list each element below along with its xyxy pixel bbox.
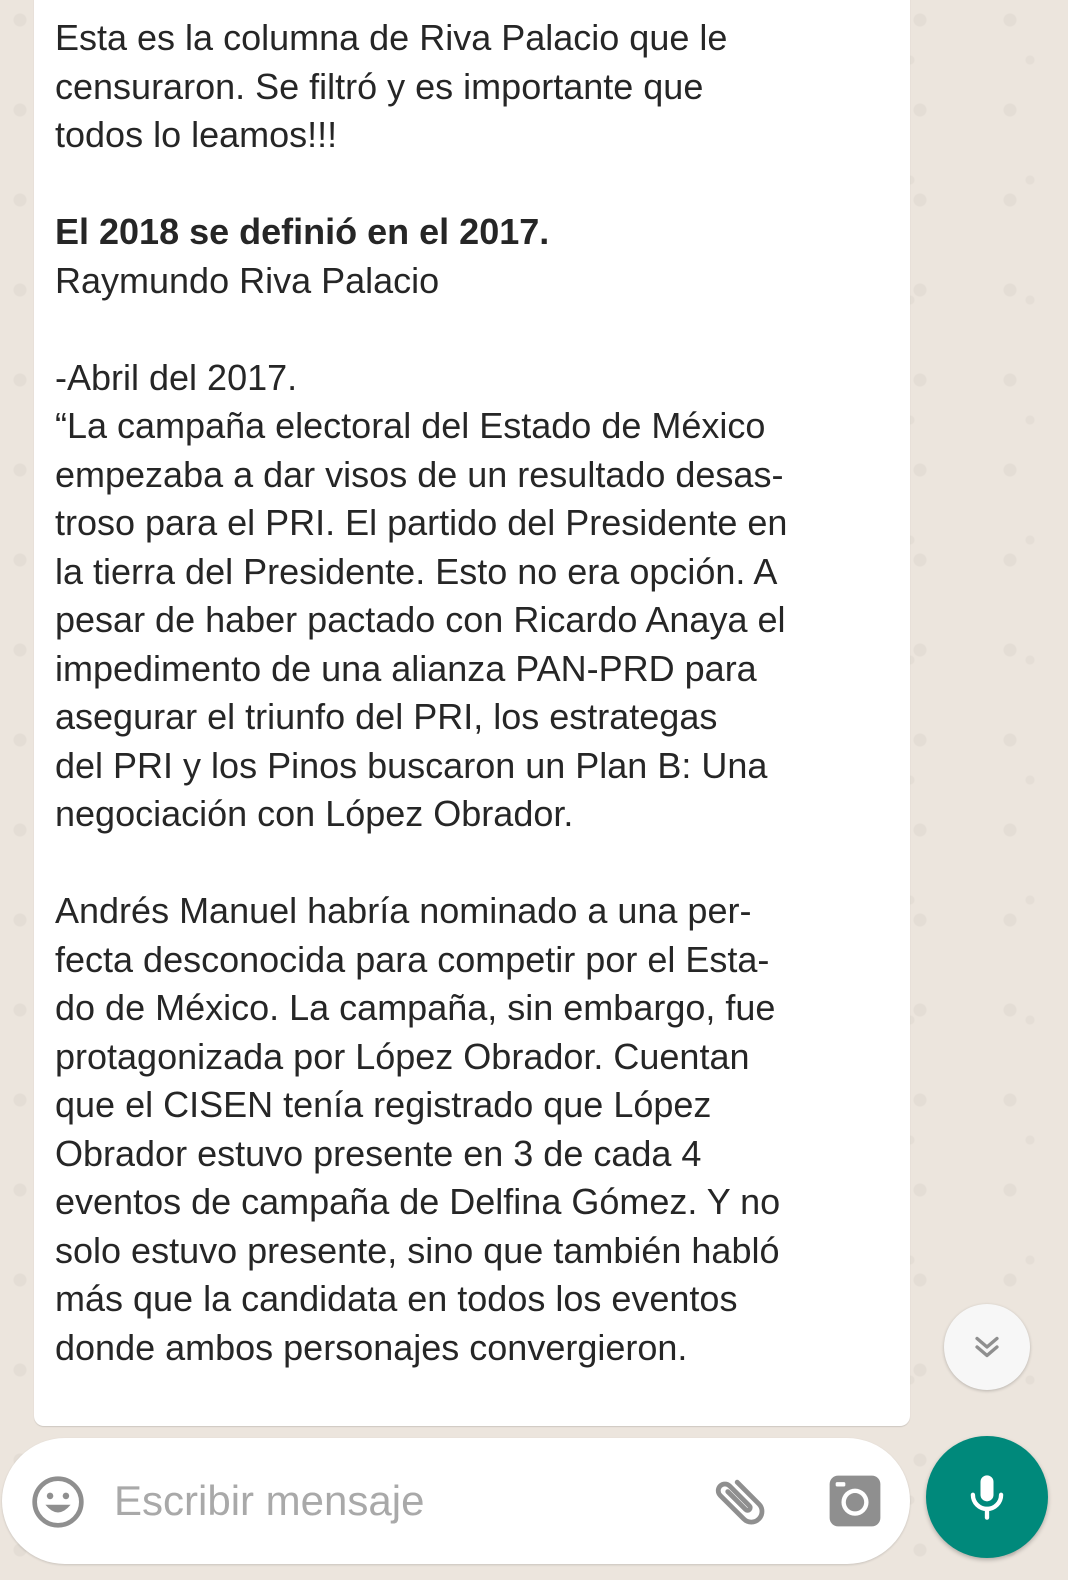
emoji-button[interactable] — [30, 1474, 86, 1530]
message-blank-line — [55, 160, 890, 209]
voice-message-button[interactable] — [926, 1436, 1048, 1558]
message-blank-line — [55, 305, 890, 354]
message-line: eventos de campaña de Delfina Gómez. Y no — [55, 1181, 781, 1222]
scroll-to-bottom-button[interactable] — [944, 1304, 1030, 1390]
emoji-icon — [30, 1474, 86, 1530]
message-line: que el CISEN tenía registrado que López — [55, 1084, 712, 1125]
camera-icon — [826, 1472, 884, 1530]
message-line: Raymundo Riva Palacio — [55, 259, 440, 301]
message-line: del PRI y los Pinos buscaron un Plan B: Una — [55, 744, 768, 786]
message-composer — [2, 1438, 910, 1564]
message-line: Esta es la columna de Riva Palacio que le — [55, 17, 728, 58]
message-line: Andrés Manuel habría nominado a una per- — [55, 890, 752, 931]
message-line: El 2018 se definió en el 2017. — [55, 211, 550, 252]
message-line: asegurar el triunfo del PRI, los estrategas — [55, 696, 718, 737]
message-line: donde ambos personajes convergieron. — [55, 1326, 688, 1368]
message-blank-line — [55, 839, 890, 888]
microphone-icon — [961, 1471, 1013, 1523]
camera-button[interactable] — [826, 1472, 884, 1530]
message-line: fecta desconocida para competir por el Esta- — [55, 938, 770, 980]
paperclip-icon — [708, 1470, 772, 1534]
message-line: protagonizada por López Obrador. Cuentan — [55, 1035, 750, 1077]
message-line: censuraron. Se filtró y es importante que — [55, 65, 704, 107]
message-line: la tierra del Presidente. Esto no era opción. A — [55, 550, 778, 592]
message-line: todos lo leamos!!! — [55, 114, 338, 155]
message-text — [55, 14, 890, 1372]
attach-button[interactable] — [708, 1470, 772, 1534]
message-input[interactable] — [114, 1466, 674, 1536]
double-chevron-down-icon — [970, 1330, 1004, 1364]
message-line: “La campaña electoral del Estado de México — [55, 405, 766, 446]
message-bubble[interactable] — [34, 0, 910, 1426]
message-line: pesar de haber pactado con Ricardo Anaya el — [55, 599, 786, 640]
message-line: -Abril del 2017. — [55, 356, 298, 398]
message-line: empezaba a dar visos de un resultado desas- — [55, 453, 784, 495]
message-line: troso para el PRI. El partido del Presidente en — [55, 502, 788, 543]
message-line: más que la candidata en todos los eventos — [55, 1278, 738, 1319]
message-line: impedimento de una alianza PAN-PRD para — [55, 647, 757, 689]
message-line: do de México. La campaña, sin embargo, fue — [55, 987, 776, 1028]
message-line: negociación con López Obrador. — [55, 793, 574, 834]
message-line: Obrador estuvo presente en 3 de cada 4 — [55, 1132, 702, 1174]
message-line: solo estuvo presente, sino que también habló — [55, 1229, 780, 1271]
